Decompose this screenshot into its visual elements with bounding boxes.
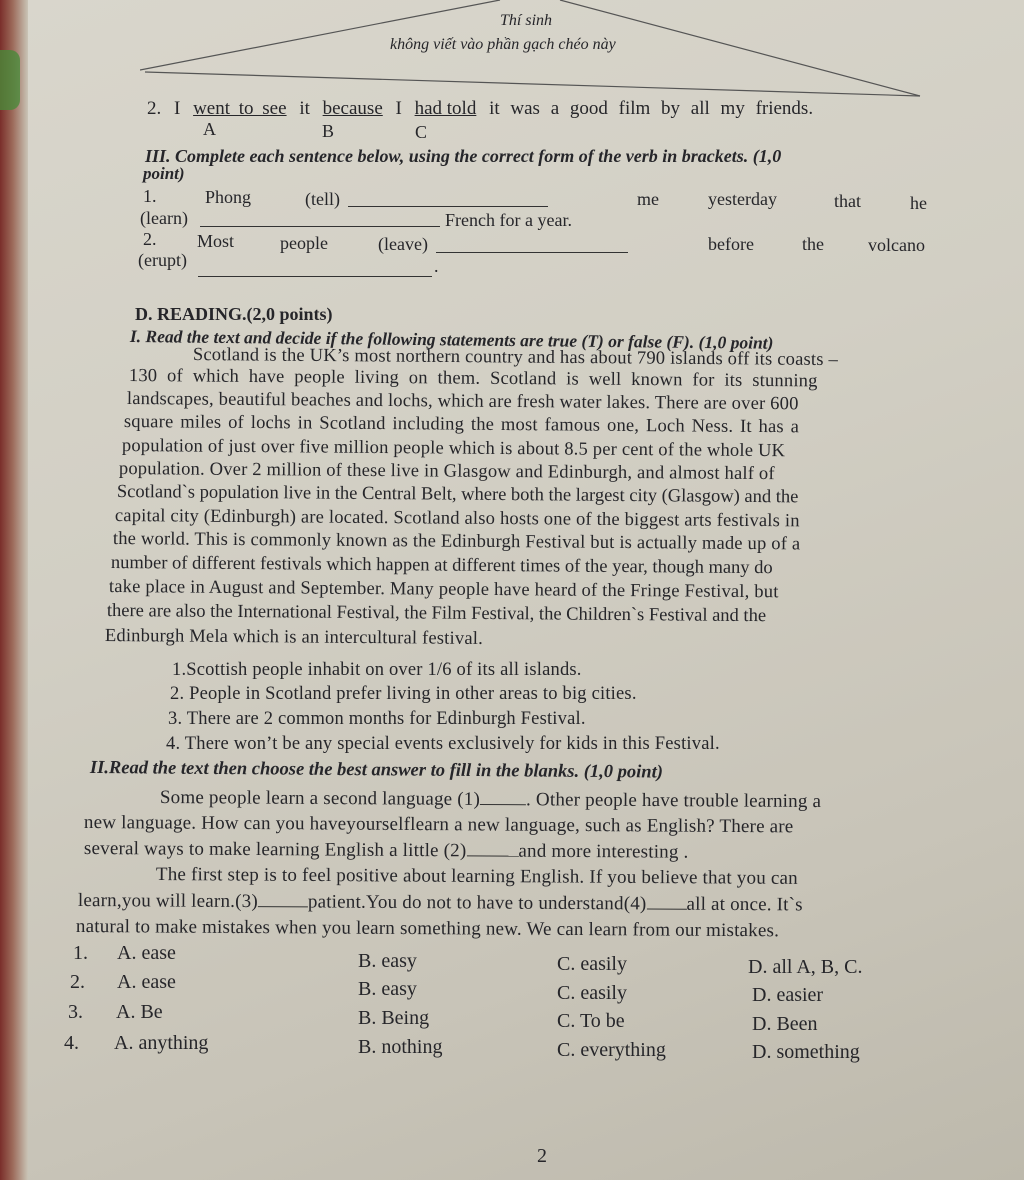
cloze-blank-1[interactable] bbox=[480, 790, 526, 805]
option-b-text: because bbox=[322, 98, 383, 119]
answer-blank-3[interactable] bbox=[436, 238, 628, 253]
passage-line: Scotland`s population live in the Central Belt, where both the largest city (Glasgow) and the bbox=[116, 482, 799, 508]
passage-line: there are also the International Festival, the Film Festival, the Children`s Festival and the bbox=[106, 601, 767, 627]
cloze-blank-2[interactable] bbox=[466, 841, 518, 856]
passage-line: number of different festivals which happen at different times of the year, though many do bbox=[110, 553, 773, 579]
option-2c[interactable]: C. easily bbox=[557, 982, 627, 1004]
header-line-2: không viết vào phần gạch chéo này bbox=[390, 36, 616, 53]
statement-item: 1.Scottish people inhabit on over 1/6 of its all islands. bbox=[172, 660, 582, 680]
passage-line: take place in August and September. Many people have heard of the Fringe Festival, but bbox=[108, 577, 779, 603]
exam-page: Thí sinh không viết vào phần gạch chéo này 2. I went to see it because I had told it was a good film by all my friends. A B C III. Complete each sentence below, using the correct form of the verb in brackets. (1,0 point) 1. Phong (tell) me yesterday that he (learn) French for a year. 2. Most people (leave) before the volcano (erupt) . D. READING.(2,0 points) I. Read the text and decide if the following statements are true (T) or false (F). (1,0 point) Scotland is the UK’s most northern country and has about 790 islands off its coasts – 130 of which have people living on them. Scotland is well known for its stunning landscapes, beautiful beaches and lochs, which are fresh water lakes. There are over 600 square miles of lochs in Scotland including the most famous one, Loch Ness. It has a population of just over five million people which is about 8.5 per cent of the whole UK population. Over 2 million of these live in Glasgow and Edinburgh, and almost half of Scotland`s population live in the Central Belt, where both the largest city (Glasgow) and the capital city (Edinburgh) are located. Scotland also hosts one of the biggest arts festivals in the world. This is commonly known as the Edinburgh Festival but is actually made up of a number of different festivals which happen at different times of the year, though many do take place in August and September. Many people have heard of the Fringe Festival, but there are also the International Festival, the Film Festival, the Children`s Festival and the Edinburgh Mela which is an intercultural festival. 1.Scottish people inhabit on over 1/6 of its all islands. 2. People in Scotland prefer living in other areas to big cities. 3. There are 2 common months for Edinburgh Festival. 4. There won’t be any special events exclusively for kids in this Festival. II.Read the text then choose the best answer to fill in the blanks. (1,0 point) Some people learn a second language (1) . Other people have trouble learning a new language. How can you haveyourselflearn a new language, such as English? There are several ways to make learning English a little (2) and more interesting . The first step is to feel positive about learning English. If you believe that you can learn,you will learn.(3) patient.You do not to have to understand(4) all at once. It`s natural to make mistakes when you learn something new. We can learn from our mistakes. 1. A. ease B. easy C. easily D. all A, B, C. 2. A. ease B. easy C. easily D. easier 3. A. Be B. Being C. To be D. Been 4. A. anything B. nothing C. everything D. something 2 bbox=[0, 0, 1024, 1180]
option-3b[interactable]: B. Being bbox=[358, 1007, 430, 1029]
option-4c[interactable]: C. everything bbox=[557, 1039, 666, 1061]
option-4a[interactable]: A. anything bbox=[114, 1032, 209, 1054]
statement-item: 4. There won’t be any special events exclusively for kids in this Festival. bbox=[166, 734, 720, 754]
page-edge-background bbox=[0, 0, 28, 1180]
statement-item: 3. There are 2 common months for Edinburgh Festival. bbox=[168, 709, 586, 729]
option-2d[interactable]: D. easier bbox=[752, 984, 824, 1006]
reading-part-2-title: II.Read the text then choose the best answer to fill in the blanks. (1,0 point) bbox=[89, 758, 664, 783]
passage-line: 130 of which have people living on them. Scotland is well known for its stunning bbox=[128, 366, 818, 392]
header-line-1: Thí sinh bbox=[500, 12, 553, 29]
option-4b[interactable]: B. nothing bbox=[358, 1036, 443, 1058]
label-b: B bbox=[322, 121, 335, 141]
no-write-header bbox=[140, 0, 925, 100]
cloze-line: Some people learn a second language (1) . Other people have trouble learning a bbox=[159, 787, 822, 813]
background-object bbox=[0, 50, 20, 110]
option-a-text: went to see bbox=[193, 98, 287, 119]
error-question-2: 2. I went to see it because I had told it was a good film by all my friends. bbox=[147, 98, 814, 119]
answer-blank-4[interactable] bbox=[198, 262, 432, 277]
option-3a[interactable]: A. Be bbox=[116, 1001, 163, 1023]
passage-line: population of just over five million people which is about 8.5 per cent of the whole UK bbox=[121, 436, 786, 462]
option-1d[interactable]: D. all A, B, C. bbox=[748, 956, 863, 978]
section-3-title-2: point) bbox=[143, 164, 185, 183]
passage-line: capital city (Edinburgh) are located. Scotland also hosts one of the biggest arts festivals in bbox=[114, 506, 800, 532]
label-a: A bbox=[203, 119, 216, 139]
cloze-line: learn,you will learn.(3) patient.You do not to have to understand(4) all at once. It`s bbox=[77, 890, 803, 916]
cloze-line: natural to make mistakes when you learn something new. We can learn from our mistakes. bbox=[75, 916, 780, 942]
cloze-line: several ways to make learning English a little (2) and more interesting . bbox=[83, 838, 689, 863]
passage-line: Edinburgh Mela which is an intercultural festival. bbox=[104, 626, 484, 649]
passage-line: square miles of lochs in Scotland including the most famous one, Loch Ness. It has a bbox=[123, 412, 800, 438]
answer-blank-2[interactable] bbox=[200, 212, 440, 227]
reading-part-1-title: I. Read the text and decide if the following statements are true (T) or false (F). (1,0 point) bbox=[129, 326, 774, 353]
cloze-blank-4[interactable] bbox=[646, 894, 686, 909]
answer-blank-1[interactable] bbox=[348, 192, 548, 207]
option-1c[interactable]: C. easily bbox=[557, 953, 627, 975]
statement-item: 2. People in Scotland prefer living in other areas to big cities. bbox=[170, 684, 637, 704]
option-3d[interactable]: D. Been bbox=[752, 1013, 818, 1035]
cloze-line: new language. How can you haveyourselflearn a new language, such as English? There are bbox=[83, 812, 794, 838]
option-3c[interactable]: C. To be bbox=[557, 1010, 625, 1032]
passage-line: the world. This is commonly known as the Edinburgh Festival but is actually made up of a bbox=[112, 529, 801, 555]
option-4d[interactable]: D. something bbox=[752, 1041, 860, 1063]
passage-line: Scotland is the UK’s most northern country and has about 790 islands off its coasts – bbox=[192, 345, 839, 371]
option-2a[interactable]: A. ease bbox=[117, 971, 176, 993]
cloze-line: The first step is to feel positive about learning English. If you believe that you can bbox=[155, 864, 798, 889]
option-1a[interactable]: A. ease bbox=[117, 942, 176, 964]
label-c: C bbox=[415, 122, 428, 142]
option-c-text: had told bbox=[414, 98, 477, 119]
option-2b[interactable]: B. easy bbox=[358, 978, 417, 1000]
passage-line: landscapes, beautiful beaches and lochs, which are fresh water lakes. There are over 600 bbox=[126, 389, 799, 415]
reading-title: D. READING.(2,0 points) bbox=[135, 304, 333, 324]
passage-line: population. Over 2 million of these live in Glasgow and Edinburgh, and almost half of bbox=[118, 459, 775, 485]
option-1b[interactable]: B. easy bbox=[358, 950, 417, 972]
cloze-blank-3[interactable] bbox=[258, 892, 308, 907]
section-3-title: III. Complete each sentence below, using the correct form of the verb in brackets. (1,0 bbox=[145, 146, 782, 166]
page-number: 2 bbox=[537, 1145, 547, 1167]
